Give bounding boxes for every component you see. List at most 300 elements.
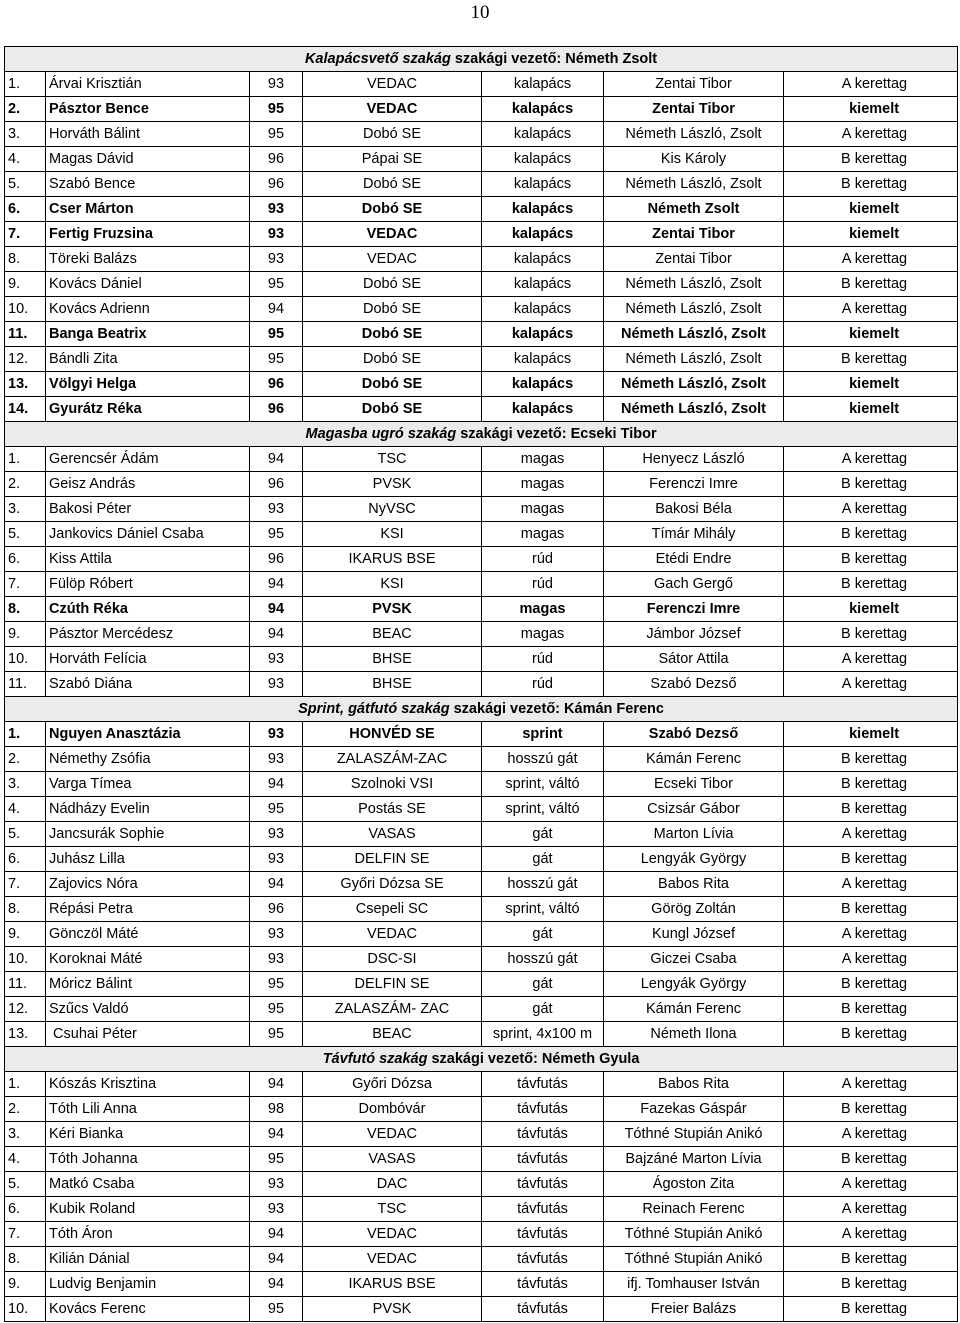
cell-status: B kerettag [784, 272, 958, 297]
cell-club: BEAC [303, 1022, 482, 1047]
cell-event: hosszú gát [482, 747, 604, 772]
cell-coach: Németh Zsolt [604, 197, 784, 222]
section-header [5, 1047, 958, 1072]
cell-event: kalapács [482, 97, 604, 122]
athlete-row [5, 997, 958, 1022]
cell-coach: Zentai Tibor [604, 222, 784, 247]
cell-club: Csepeli SC [303, 897, 482, 922]
cell-club: VASAS [303, 822, 482, 847]
cell-coach: Németh László, Zsolt [604, 172, 784, 197]
cell-event: hosszú gát [482, 872, 604, 897]
section-header [5, 422, 958, 447]
cell-event: magas [482, 497, 604, 522]
cell-year: 95 [250, 122, 303, 147]
cell-year: 93 [250, 1197, 303, 1222]
cell-coach: Szabó Dezső [604, 672, 784, 697]
cell-year: 93 [250, 722, 303, 747]
cell-num: 6. [5, 847, 46, 872]
cell-coach: Németh László, Zsolt [604, 397, 784, 422]
cell-status: kiemelt [784, 597, 958, 622]
cell-num: 3. [5, 497, 46, 522]
cell-year: 94 [250, 622, 303, 647]
cell-status: B kerettag [784, 172, 958, 197]
cell-club: Postás SE [303, 797, 482, 822]
cell-year: 98 [250, 1097, 303, 1122]
cell-club: VEDAC [303, 1222, 482, 1247]
cell-num: 3. [5, 772, 46, 797]
cell-year: 94 [250, 1247, 303, 1272]
cell-year: 95 [250, 97, 303, 122]
cell-club: Dobó SE [303, 297, 482, 322]
cell-year: 94 [250, 1122, 303, 1147]
cell-num: 2. [5, 747, 46, 772]
cell-club: Pápai SE [303, 147, 482, 172]
cell-num: 8. [5, 1247, 46, 1272]
cell-year: 93 [250, 822, 303, 847]
athlete-row [5, 1197, 958, 1222]
cell-event: távfutás [482, 1147, 604, 1172]
cell-event: távfutás [482, 1222, 604, 1247]
athlete-row [5, 272, 958, 297]
cell-name: Kéri Bianka [46, 1122, 250, 1147]
cell-event: rúd [482, 572, 604, 597]
cell-num: 4. [5, 797, 46, 822]
cell-status: B kerettag [784, 1097, 958, 1122]
cell-name: Kovács Ferenc [46, 1297, 250, 1322]
cell-event: magas [482, 472, 604, 497]
cell-year: 95 [250, 997, 303, 1022]
cell-num: 8. [5, 597, 46, 622]
athlete-row [5, 397, 958, 422]
cell-event: sprint, váltó [482, 772, 604, 797]
athlete-row [5, 1147, 958, 1172]
cell-num: 6. [5, 1197, 46, 1222]
cell-year: 93 [250, 747, 303, 772]
cell-coach: Németh László, Zsolt [604, 122, 784, 147]
cell-coach: Tímár Mihály [604, 522, 784, 547]
cell-year: 93 [250, 247, 303, 272]
cell-club: ZALASZÁM-ZAC [303, 747, 482, 772]
cell-status: B kerettag [784, 572, 958, 597]
cell-name: Varga Tímea [46, 772, 250, 797]
cell-club: Győri Dózsa [303, 1072, 482, 1097]
cell-num: 6. [5, 197, 46, 222]
cell-num: 13. [5, 1022, 46, 1047]
cell-year: 93 [250, 72, 303, 97]
cell-name: Tóth Áron [46, 1222, 250, 1247]
cell-club: Szolnoki VSI [303, 772, 482, 797]
cell-name: Kiss Attila [46, 547, 250, 572]
athlete-row [5, 172, 958, 197]
cell-name: Czúth Réka [46, 597, 250, 622]
cell-status: B kerettag [784, 772, 958, 797]
cell-name: Jankovics Dániel Csaba [46, 522, 250, 547]
cell-name: Banga Beatrix [46, 322, 250, 347]
cell-year: 96 [250, 372, 303, 397]
athlete-row [5, 872, 958, 897]
section-leader: szakági vezető: Ecseki Tibor [456, 425, 657, 442]
cell-num: 10. [5, 1297, 46, 1322]
cell-coach: Giczei Csaba [604, 947, 784, 972]
cell-club: VEDAC [303, 97, 482, 122]
cell-club: HONVÉD SE [303, 722, 482, 747]
cell-year: 93 [250, 197, 303, 222]
cell-coach: Tóthné Stupián Anikó [604, 1247, 784, 1272]
cell-coach: Kámán Ferenc [604, 997, 784, 1022]
cell-coach: Kis Károly [604, 147, 784, 172]
cell-event: kalapács [482, 197, 604, 222]
cell-club: PVSK [303, 1297, 482, 1322]
athlete-row [5, 847, 958, 872]
cell-club: Dobó SE [303, 197, 482, 222]
cell-num: 9. [5, 1272, 46, 1297]
cell-year: 95 [250, 1022, 303, 1047]
athlete-row [5, 297, 958, 322]
athlete-row [5, 247, 958, 272]
cell-coach: Tóthné Stupián Anikó [604, 1122, 784, 1147]
cell-event: magas [482, 597, 604, 622]
athlete-row [5, 597, 958, 622]
athlete-row [5, 1222, 958, 1247]
cell-year: 94 [250, 572, 303, 597]
athlete-row [5, 1122, 958, 1147]
discipline-name: Magasba ugró szakág [305, 425, 457, 442]
cell-club: KSI [303, 522, 482, 547]
athlete-row [5, 197, 958, 222]
cell-name: Matkó Csaba [46, 1172, 250, 1197]
cell-name: Kovács Dániel [46, 272, 250, 297]
cell-year: 96 [250, 172, 303, 197]
cell-club: Dobó SE [303, 322, 482, 347]
section-leader: szakági vezető: Kámán Ferenc [449, 700, 664, 717]
cell-year: 96 [250, 397, 303, 422]
cell-status: A kerettag [784, 497, 958, 522]
cell-event: magas [482, 522, 604, 547]
cell-event: rúd [482, 672, 604, 697]
cell-year: 93 [250, 222, 303, 247]
discipline-name: Kalapácsvető szakág [304, 50, 451, 67]
cell-club: Dobó SE [303, 347, 482, 372]
cell-event: gát [482, 922, 604, 947]
cell-club: Dombóvár [303, 1097, 482, 1122]
athlete-row [5, 647, 958, 672]
cell-event: távfutás [482, 1122, 604, 1147]
cell-status: B kerettag [784, 347, 958, 372]
cell-status: A kerettag [784, 122, 958, 147]
cell-name: Bakosi Péter [46, 497, 250, 522]
cell-event: távfutás [482, 1072, 604, 1097]
cell-event: kalapács [482, 397, 604, 422]
cell-year: 93 [250, 497, 303, 522]
cell-year: 93 [250, 847, 303, 872]
cell-coach: Lengyák György [604, 972, 784, 997]
cell-event: gát [482, 822, 604, 847]
cell-name: Szűcs Valdó [46, 997, 250, 1022]
cell-num: 7. [5, 1222, 46, 1247]
cell-status: B kerettag [784, 897, 958, 922]
cell-coach: Zentai Tibor [604, 97, 784, 122]
cell-coach: Csizsár Gábor [604, 797, 784, 822]
cell-status: A kerettag [784, 1197, 958, 1222]
cell-year: 95 [250, 972, 303, 997]
cell-status: B kerettag [784, 547, 958, 572]
cell-coach: Németh Ilona [604, 1022, 784, 1047]
athlete-row [5, 772, 958, 797]
cell-coach: Ferenczi Imre [604, 472, 784, 497]
cell-status: B kerettag [784, 1247, 958, 1272]
cell-num: 14. [5, 397, 46, 422]
cell-coach: Gach Gergő [604, 572, 784, 597]
cell-num: 10. [5, 947, 46, 972]
cell-coach: Tóthné Stupián Anikó [604, 1222, 784, 1247]
section-title [5, 47, 958, 72]
cell-name: Völgyi Helga [46, 372, 250, 397]
cell-club: VEDAC [303, 1122, 482, 1147]
athlete-row [5, 972, 958, 997]
athlete-row [5, 722, 958, 747]
cell-name: Koroknai Máté [46, 947, 250, 972]
cell-event: sprint, váltó [482, 797, 604, 822]
cell-year: 93 [250, 922, 303, 947]
cell-coach: Sátor Attila [604, 647, 784, 672]
cell-name: Gönczöl Máté [46, 922, 250, 947]
cell-status: B kerettag [784, 1147, 958, 1172]
cell-num: 9. [5, 622, 46, 647]
cell-event: távfutás [482, 1297, 604, 1322]
cell-num: 11. [5, 672, 46, 697]
cell-event: kalapács [482, 172, 604, 197]
cell-coach: Jámbor József [604, 622, 784, 647]
cell-club: VEDAC [303, 222, 482, 247]
cell-name: Árvai Krisztián [46, 72, 250, 97]
cell-name: Kószás Krisztina [46, 1072, 250, 1097]
cell-status: B kerettag [784, 747, 958, 772]
athlete-row [5, 447, 958, 472]
cell-status: B kerettag [784, 147, 958, 172]
cell-num: 1. [5, 1072, 46, 1097]
athlete-row [5, 222, 958, 247]
cell-year: 96 [250, 547, 303, 572]
cell-club: Dobó SE [303, 397, 482, 422]
cell-year: 96 [250, 147, 303, 172]
cell-year: 96 [250, 897, 303, 922]
cell-num: 1. [5, 722, 46, 747]
cell-year: 94 [250, 1272, 303, 1297]
cell-club: NyVSC [303, 497, 482, 522]
cell-status: B kerettag [784, 1022, 958, 1047]
cell-year: 93 [250, 672, 303, 697]
cell-status: A kerettag [784, 1122, 958, 1147]
cell-club: BHSE [303, 672, 482, 697]
athlete-row [5, 122, 958, 147]
cell-club: Dobó SE [303, 372, 482, 397]
cell-coach: Németh László, Zsolt [604, 297, 784, 322]
athlete-row [5, 572, 958, 597]
cell-coach: ifj. Tomhauser István [604, 1272, 784, 1297]
cell-event: távfutás [482, 1272, 604, 1297]
cell-status: kiemelt [784, 722, 958, 747]
cell-event: kalapács [482, 72, 604, 97]
section-title [5, 1047, 958, 1072]
cell-status: A kerettag [784, 447, 958, 472]
cell-club: BHSE [303, 647, 482, 672]
cell-club: VEDAC [303, 1247, 482, 1272]
cell-year: 94 [250, 772, 303, 797]
cell-num: 5. [5, 1172, 46, 1197]
cell-status: A kerettag [784, 247, 958, 272]
cell-year: 95 [250, 347, 303, 372]
cell-year: 94 [250, 597, 303, 622]
cell-num: 2. [5, 97, 46, 122]
cell-year: 95 [250, 272, 303, 297]
cell-num: 5. [5, 822, 46, 847]
cell-name: Fertig Fruzsina [46, 222, 250, 247]
cell-num: 13. [5, 372, 46, 397]
cell-status: A kerettag [784, 947, 958, 972]
cell-year: 94 [250, 447, 303, 472]
cell-num: 3. [5, 1122, 46, 1147]
cell-name: Geisz András [46, 472, 250, 497]
cell-num: 4. [5, 147, 46, 172]
cell-coach: Németh László, Zsolt [604, 372, 784, 397]
cell-num: 10. [5, 297, 46, 322]
cell-event: sprint [482, 722, 604, 747]
cell-coach: Reinach Ferenc [604, 1197, 784, 1222]
cell-num: 7. [5, 872, 46, 897]
athlete-row [5, 947, 958, 972]
athlete-row [5, 672, 958, 697]
cell-status: A kerettag [784, 922, 958, 947]
cell-name: Jancsurák Sophie [46, 822, 250, 847]
cell-name: Bándli Zita [46, 347, 250, 372]
cell-club: VEDAC [303, 922, 482, 947]
athlete-row [5, 372, 958, 397]
cell-club: BEAC [303, 622, 482, 647]
cell-club: DSC-SI [303, 947, 482, 972]
athlete-row [5, 922, 958, 947]
cell-num: 2. [5, 1097, 46, 1122]
cell-name: Horváth Felícia [46, 647, 250, 672]
cell-name: Szabó Diána [46, 672, 250, 697]
cell-name: Tóth Lili Anna [46, 1097, 250, 1122]
cell-club: Dobó SE [303, 122, 482, 147]
cell-status: B kerettag [784, 997, 958, 1022]
cell-event: kalapács [482, 122, 604, 147]
discipline-name: Távfutó szakág [322, 1050, 428, 1067]
athlete-row [5, 1172, 958, 1197]
athlete-row [5, 497, 958, 522]
athlete-row [5, 72, 958, 97]
cell-num: 1. [5, 447, 46, 472]
cell-status: B kerettag [784, 622, 958, 647]
cell-status: kiemelt [784, 97, 958, 122]
cell-event: gát [482, 972, 604, 997]
cell-num: 5. [5, 172, 46, 197]
page-number: 10 [470, 2, 490, 23]
cell-club: ZALASZÁM- ZAC [303, 997, 482, 1022]
cell-club: DELFIN SE [303, 972, 482, 997]
cell-club: VEDAC [303, 247, 482, 272]
cell-name: Pásztor Bence [46, 97, 250, 122]
cell-status: A kerettag [784, 1172, 958, 1197]
cell-name: Csuhai Péter [46, 1022, 250, 1047]
cell-club: Győri Dózsa SE [303, 872, 482, 897]
cell-status: kiemelt [784, 322, 958, 347]
cell-status: B kerettag [784, 472, 958, 497]
cell-coach: Görög Zoltán [604, 897, 784, 922]
cell-num: 7. [5, 572, 46, 597]
cell-club: KSI [303, 572, 482, 597]
cell-coach: Babos Rita [604, 872, 784, 897]
athlete-row [5, 472, 958, 497]
section-header [5, 47, 958, 72]
cell-name: Kubik Roland [46, 1197, 250, 1222]
cell-coach: Szabó Dezső [604, 722, 784, 747]
cell-num: 4. [5, 1147, 46, 1172]
cell-club: TSC [303, 1197, 482, 1222]
cell-event: hosszú gát [482, 947, 604, 972]
cell-status: A kerettag [784, 872, 958, 897]
athlete-row [5, 147, 958, 172]
cell-coach: Németh László, Zsolt [604, 272, 784, 297]
cell-coach: Kámán Ferenc [604, 747, 784, 772]
cell-year: 94 [250, 872, 303, 897]
cell-name: Fülöp Róbert [46, 572, 250, 597]
cell-num: 9. [5, 272, 46, 297]
cell-event: kalapács [482, 147, 604, 172]
cell-club: PVSK [303, 472, 482, 497]
cell-year: 95 [250, 797, 303, 822]
cell-event: rúd [482, 647, 604, 672]
cell-name: Magas Dávid [46, 147, 250, 172]
cell-year: 95 [250, 1147, 303, 1172]
cell-num: 9. [5, 922, 46, 947]
cell-status: kiemelt [784, 372, 958, 397]
athlete-row [5, 347, 958, 372]
cell-event: gát [482, 997, 604, 1022]
cell-status: B kerettag [784, 1272, 958, 1297]
cell-coach: Németh László, Zsolt [604, 347, 784, 372]
cell-coach: Ágoston Zita [604, 1172, 784, 1197]
cell-club: Dobó SE [303, 272, 482, 297]
discipline-name: Sprint, gátfutó szakág [298, 700, 450, 717]
cell-club: PVSK [303, 597, 482, 622]
cell-name: Horváth Bálint [46, 122, 250, 147]
section-leader: szakági vezető: Németh Zsolt [450, 50, 658, 67]
cell-club: VASAS [303, 1147, 482, 1172]
athlete-row [5, 1297, 958, 1322]
cell-year: 93 [250, 1172, 303, 1197]
athlete-row [5, 1097, 958, 1122]
cell-coach: Lengyák György [604, 847, 784, 872]
cell-name: Kovács Adrienn [46, 297, 250, 322]
cell-status: kiemelt [784, 397, 958, 422]
cell-coach: Marton Lívia [604, 822, 784, 847]
cell-event: távfutás [482, 1247, 604, 1272]
athlete-row [5, 797, 958, 822]
cell-event: kalapács [482, 297, 604, 322]
cell-year: 96 [250, 472, 303, 497]
cell-event: gát [482, 847, 604, 872]
cell-year: 93 [250, 947, 303, 972]
cell-name: Némethy Zsófia [46, 747, 250, 772]
cell-status: A kerettag [784, 647, 958, 672]
section-title [5, 422, 958, 447]
cell-status: B kerettag [784, 522, 958, 547]
cell-coach: Németh László, Zsolt [604, 322, 784, 347]
cell-coach: Freier Balázs [604, 1297, 784, 1322]
cell-event: sprint, 4x100 m [482, 1022, 604, 1047]
